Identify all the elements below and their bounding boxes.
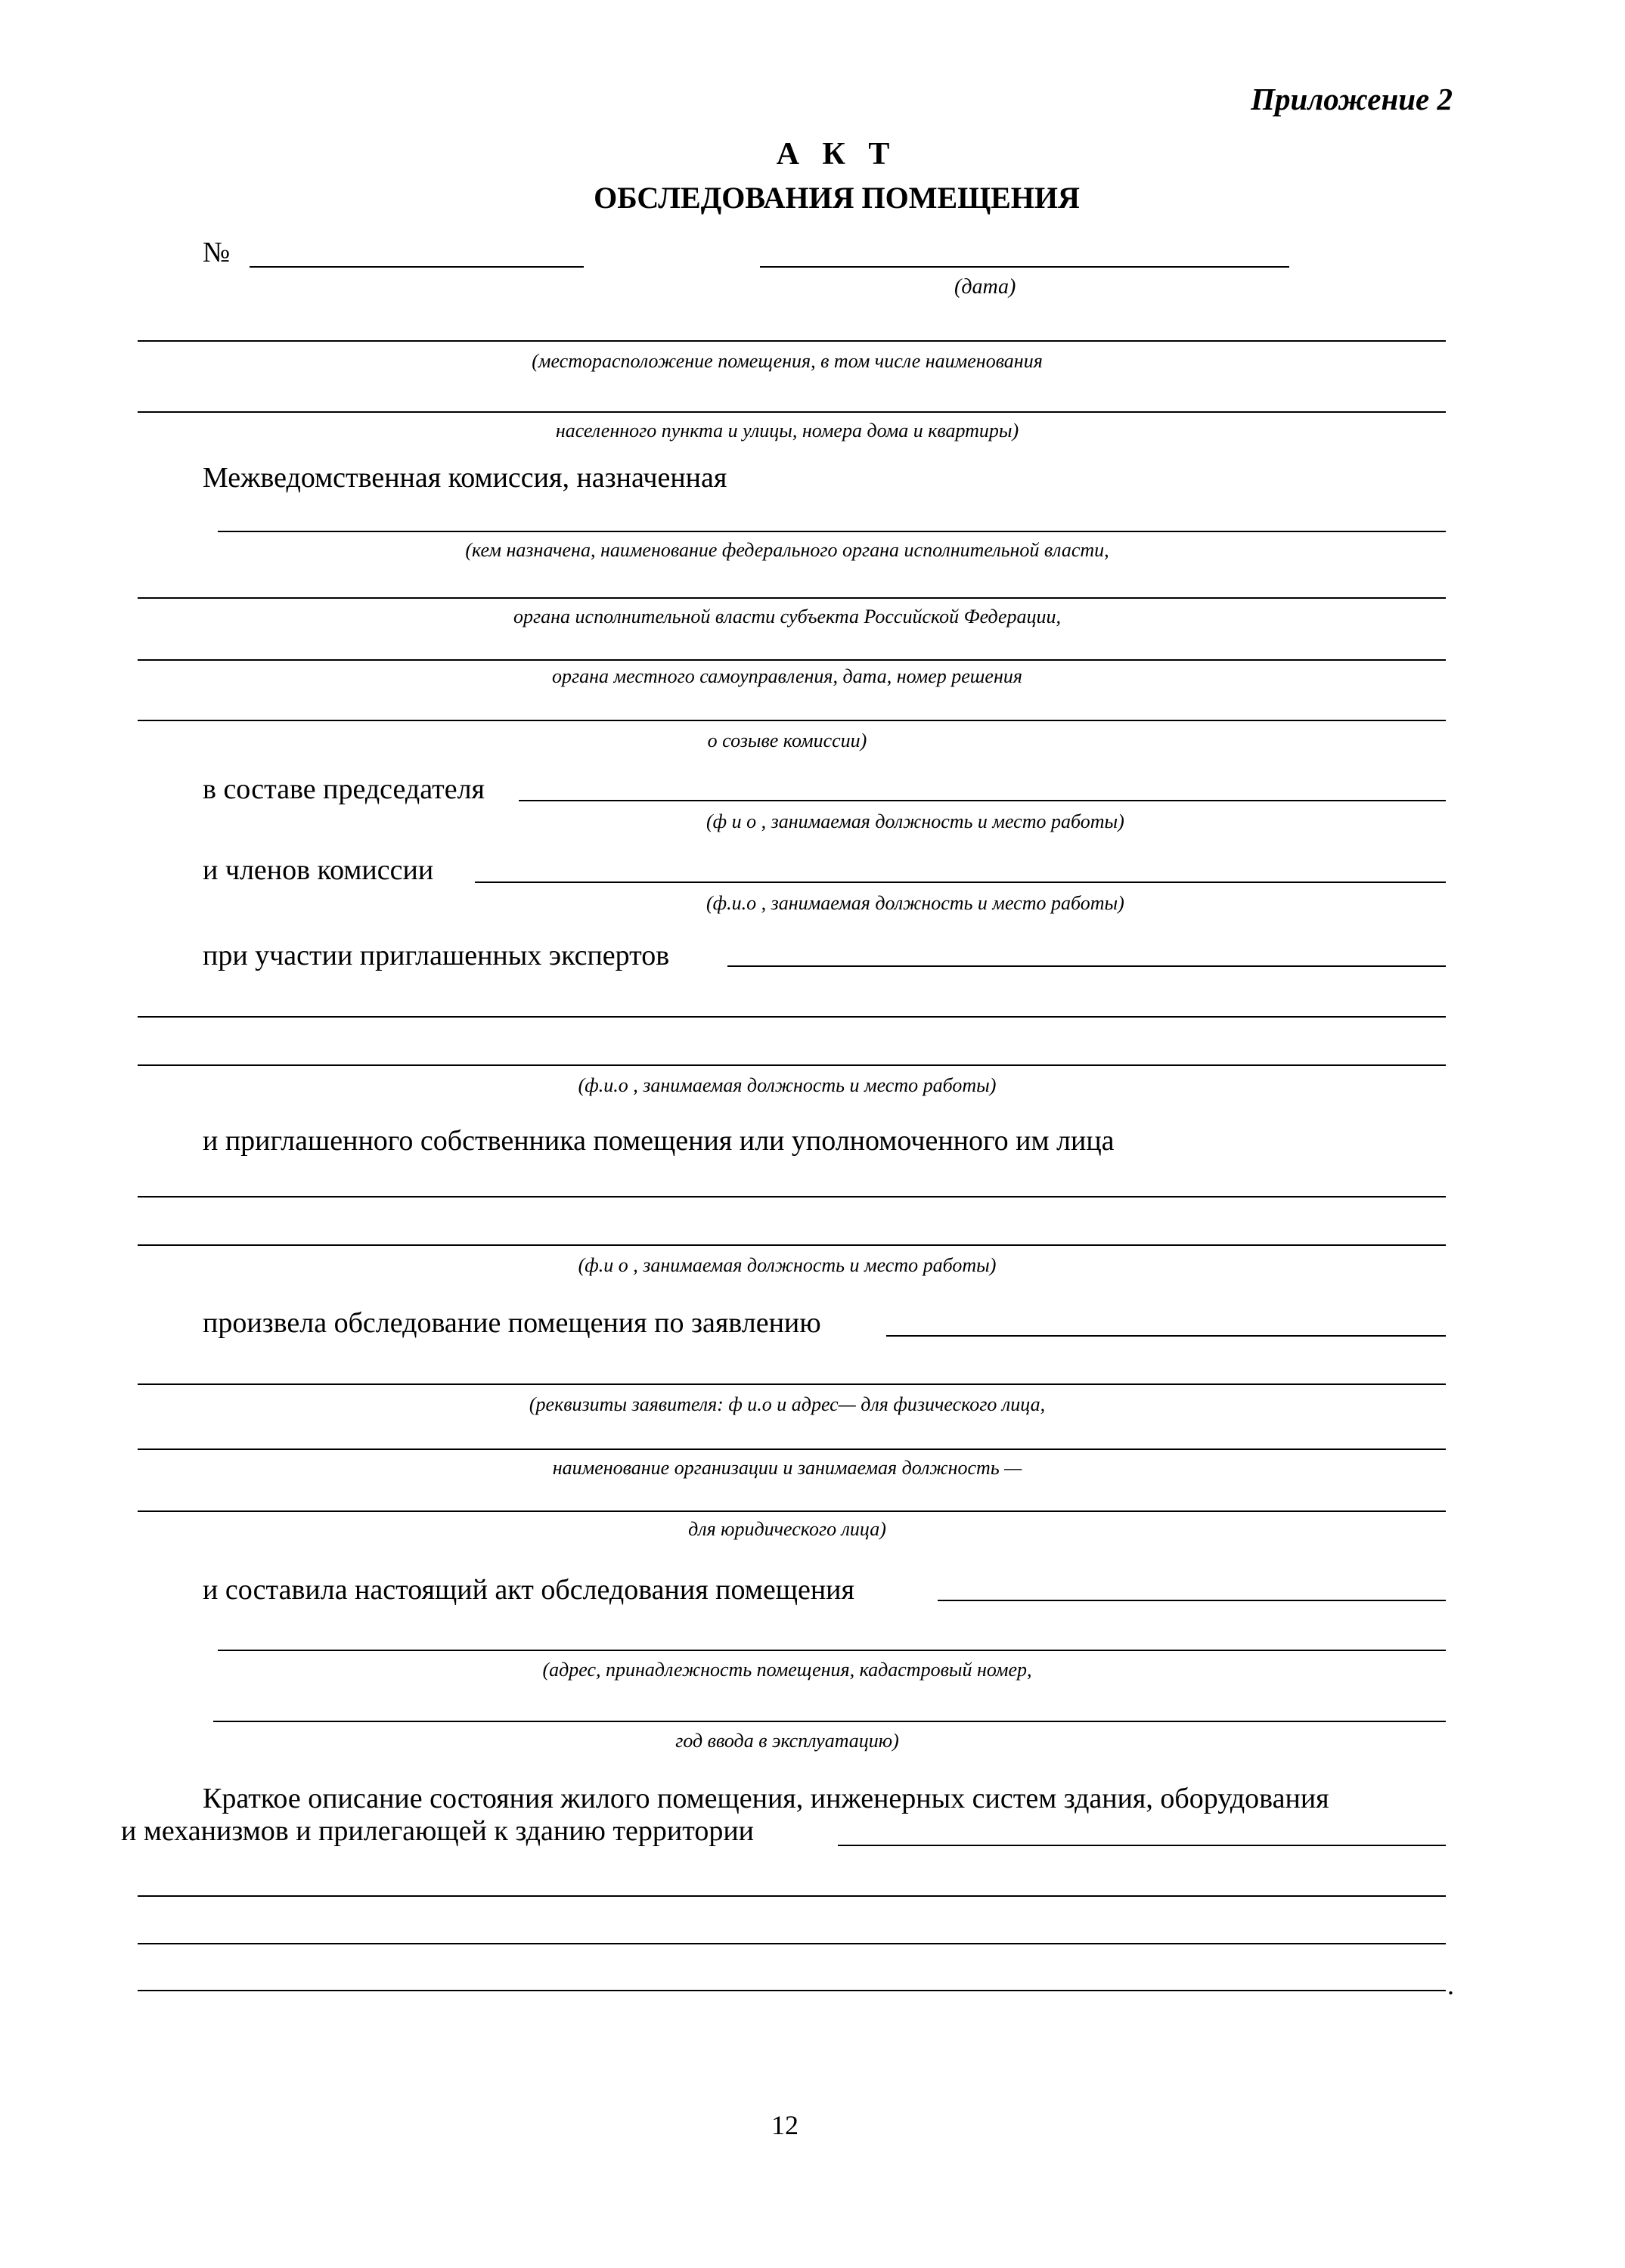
act-line-3[interactable] — [213, 1721, 1446, 1722]
experts-line-3[interactable] — [138, 1064, 1446, 1066]
description-line-2: и механизмов и прилегающей к зданию территории — [121, 1815, 755, 1847]
act-line-2[interactable] — [218, 1650, 1446, 1651]
description-line-1: Краткое описание состояния жилого помещения, инженерных систем здания, оборудования — [203, 1783, 1329, 1814]
location-line-1[interactable] — [138, 340, 1446, 342]
application-line-3[interactable] — [138, 1448, 1446, 1450]
act-label: и составила настоящий акт обследования помещения — [203, 1574, 854, 1606]
commission-label: Межведомственная комиссия, назначенная — [203, 462, 727, 494]
description-end-mark: . — [1447, 1970, 1454, 2000]
chairman-label: в составе председателя — [203, 773, 485, 805]
members-field-line[interactable] — [475, 881, 1446, 883]
date-caption: (дата) — [954, 275, 1016, 299]
commission-caption-4: о созыве комиссии) — [707, 730, 867, 751]
members-caption: (ф.и.о , занимаемая должность и место работы) — [706, 892, 1124, 914]
act-caption-1: (адрес, принадлежность помещения, кадастровый номер, — [542, 1659, 1032, 1681]
owner-caption: (ф.и о , занимаемая должность и место работы) — [578, 1254, 997, 1276]
description-line-4[interactable] — [138, 1943, 1446, 1944]
commission-caption-3: органа местного самоуправления, дата, номер решения — [552, 665, 1022, 687]
commission-line-4[interactable] — [138, 720, 1446, 721]
application-caption-3: для юридического лица) — [688, 1518, 886, 1540]
location-caption-1: (месторасположение помещения, в том числе наименования — [532, 350, 1043, 372]
application-label: произвела обследование помещения по заявлению — [203, 1307, 821, 1339]
application-caption-1: (реквизиты заявителя: ф и.о и адрес— для физического лица, — [529, 1393, 1046, 1415]
experts-line-2[interactable] — [138, 1016, 1446, 1018]
owner-line-2[interactable] — [138, 1244, 1446, 1246]
description-line-3[interactable] — [138, 1895, 1446, 1897]
owner-line-1[interactable] — [138, 1196, 1446, 1198]
appendix-label: Приложение 2 — [1251, 82, 1453, 116]
commission-caption-1: (кем назначена, наименование федерального органа исполнительной власти, — [465, 539, 1109, 561]
application-line-4[interactable] — [138, 1510, 1446, 1512]
members-label: и членов комиссии — [203, 854, 434, 886]
application-caption-2: наименование организации и занимаемая должность — — [552, 1457, 1022, 1479]
commission-line-2[interactable] — [138, 597, 1446, 599]
description-field-line[interactable] — [838, 1845, 1446, 1846]
experts-field-line[interactable] — [727, 965, 1446, 967]
application-line-2[interactable] — [138, 1383, 1446, 1385]
commission-line-1[interactable] — [218, 531, 1446, 532]
experts-caption: (ф.и.о , занимаемая должность и место работы) — [578, 1074, 997, 1096]
page-number: 12 — [771, 2110, 799, 2140]
location-line-2[interactable] — [138, 411, 1446, 413]
application-field-line[interactable] — [886, 1335, 1446, 1337]
chairman-field-line[interactable] — [519, 800, 1446, 801]
owner-label: и приглашенного собственника помещения или уполномоченного им лица — [203, 1125, 1115, 1157]
document-subtitle: ОБСЛЕДОВАНИЯ ПОМЕЩЕНИЯ — [594, 181, 1080, 215]
experts-label: при участии приглашенных экспертов — [203, 940, 670, 971]
description-line-5[interactable] — [138, 1990, 1446, 1991]
number-sign: № — [203, 237, 231, 268]
act-caption-2: год ввода в эксплуатацию) — [675, 1730, 899, 1752]
commission-line-3[interactable] — [138, 659, 1446, 661]
chairman-caption: (ф и о , занимаемая должность и место работы) — [706, 810, 1124, 832]
number-field-line[interactable] — [250, 266, 584, 268]
document-title: А К Т — [776, 137, 898, 172]
commission-caption-2: органа исполнительной власти субъекта Российской Федерации, — [513, 606, 1061, 627]
location-caption-2: населенного пункта и улицы, номера дома и квартиры) — [555, 420, 1019, 442]
date-field-line[interactable] — [760, 266, 1289, 268]
act-field-line[interactable] — [938, 1600, 1446, 1601]
